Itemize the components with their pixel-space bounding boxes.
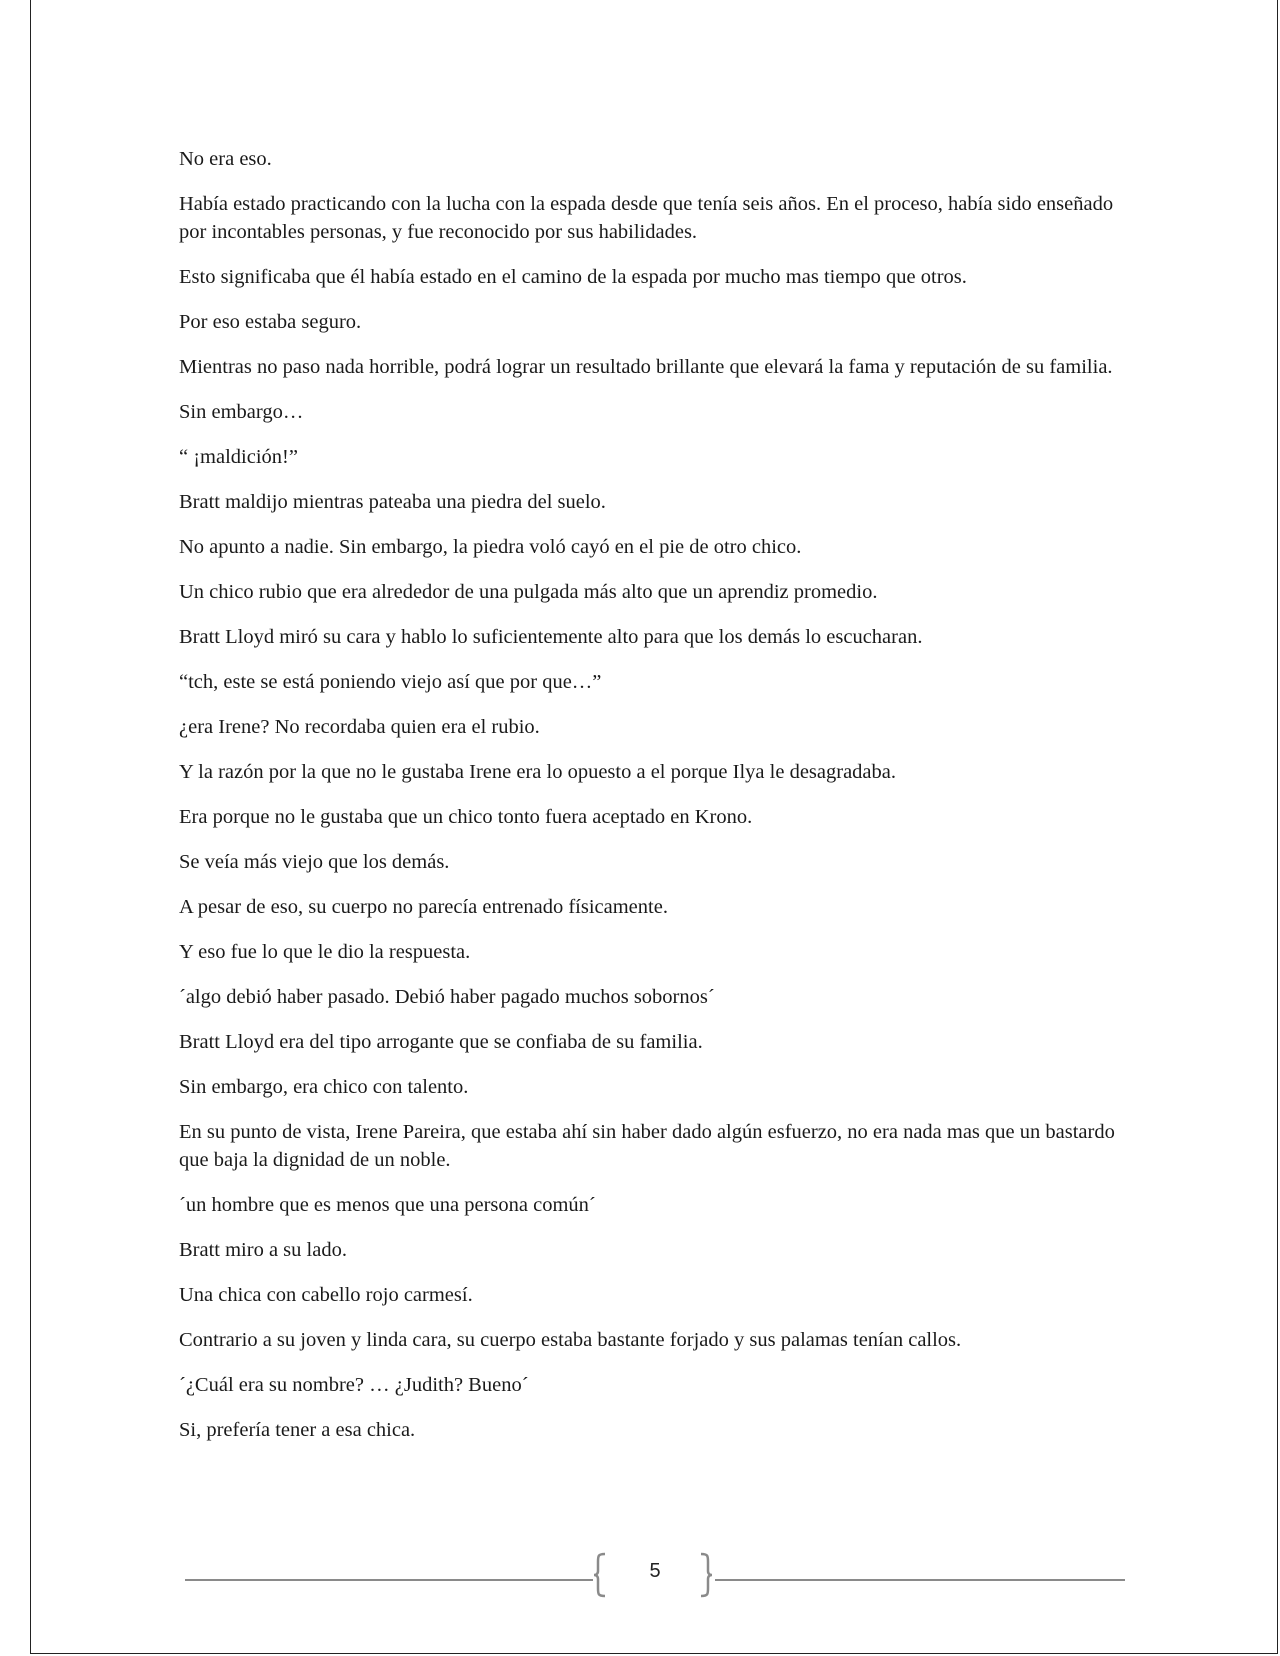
paragraph: Era porque no le gustaba que un chico tonto fuera aceptado en Krono. [179,806,753,828]
footer-rule-right [715,1579,1125,1581]
page-number: 5 [649,1560,661,1582]
paragraph: En su punto de vista, Irene Pareira, que estaba ahí sin haber dado algún esfuerzo, no era nada mas que un bastardo que baja la dignidad de un noble. [179,1121,1115,1171]
paragraph: “ ¡maldición!” [179,446,298,468]
paragraph: A pesar de eso, su cuerpo no parecía entrenado físicamente. [179,896,668,918]
paragraph: Bratt miro a su lado. [179,1239,347,1261]
paragraph: Mientras no paso nada horrible, podrá lograr un resultado brillante que elevará la fama y reputación de su familia. [179,356,1113,378]
paragraph: ¿era Irene? No recordaba quien era el rubio. [179,716,540,738]
paragraph: Esto significaba que él había estado en el camino de la espada por mucho mas tiempo que otros. [179,266,967,288]
paragraph: Y la razón por la que no le gustaba Irene era lo opuesto a el porque Ilya le desagradaba. [179,761,896,783]
paragraph: ´un hombre que es menos que una persona común´ [179,1194,596,1216]
footer-rule-left [185,1579,593,1581]
paragraph: ´¿Cuál era su nombre? … ¿Judith? Bueno´ [179,1374,529,1396]
paragraph: “tch, este se está poniendo viejo así que por que…” [179,671,602,693]
paragraph: Y eso fue lo que le dio la respuesta. [179,941,471,963]
body-text [179,145,1139,1461]
paragraph: Había estado practicando con la lucha con la espada desde que tenía seis años. En el proceso, había sido enseñado por incontables personas, y fue reconocido por sus habilidades. [179,193,1114,243]
paragraph: No era eso. [179,148,272,170]
paragraph: Un chico rubio que era alrededor de una pulgada más alto que un aprendiz promedio. [179,581,878,603]
paragraph: Sin embargo, era chico con talento. [179,1076,469,1098]
paragraph: Por eso estaba seguro. [179,311,362,333]
paragraph: Sin embargo… [179,401,304,423]
left-bracket-icon [593,1552,607,1598]
paragraph: Si, prefería tener a esa chica. [179,1419,416,1441]
right-bracket-icon [699,1552,713,1598]
paragraph: Una chica con cabello rojo carmesí. [179,1284,473,1306]
paragraph: Bratt maldijo mientras pateaba una piedra del suelo. [179,491,606,513]
document-page [30,0,1278,1654]
paragraph: Contrario a su joven y linda cara, su cuerpo estaba bastante forjado y sus palamas tenían callos. [179,1329,962,1351]
paragraph: Bratt Lloyd era del tipo arrogante que se confiaba de su familia. [179,1031,703,1053]
page-footer [185,1552,1125,1604]
paragraph: ´algo debió haber pasado. Debió haber pagado muchos sobornos´ [179,986,715,1008]
paragraph: No apunto a nadie. Sin embargo, la piedra voló cayó en el pie de otro chico. [179,536,802,558]
paragraph: Se veía más viejo que los demás. [179,851,450,873]
paragraph: Bratt Lloyd miró su cara y hablo lo suficientemente alto para que los demás lo escucharan. [179,626,923,648]
